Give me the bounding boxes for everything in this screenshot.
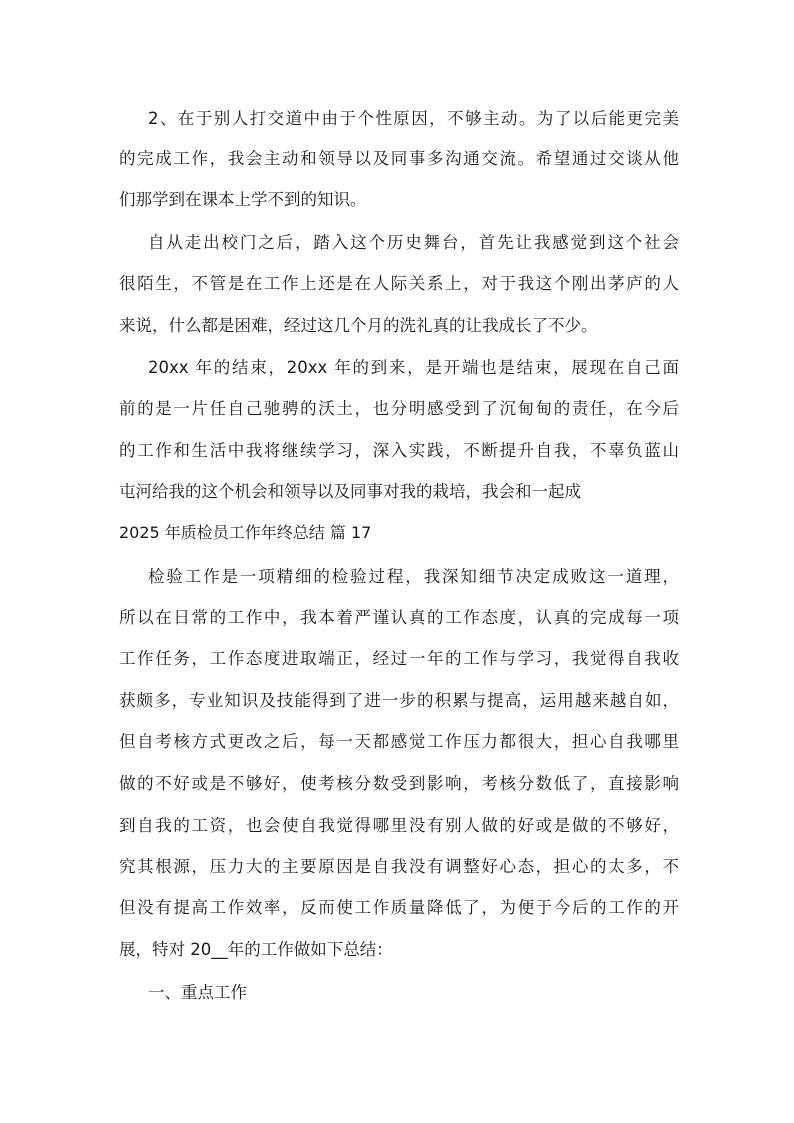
paragraph-line: 展，特对 20__年的工作做如下总结： [119, 940, 393, 959]
paragraph-line: 做的不好或是不够好，使考核分数受到影响，考核分数低了，直接影响 [119, 774, 679, 793]
paragraph-line: 的完成工作，我会主动和领导以及同事多沟通交流。希望通过交谈从他 [119, 149, 679, 168]
paragraph-line: 自从走出校门之后，踏入这个历史舞台，首先让我感觉到这个社会 [148, 233, 679, 252]
paragraph-line: 但自考核方式更改之后，每一天都感觉工作压力都很大，担心自我哪里 [119, 732, 679, 751]
paragraph-line: 屯河给我的这个机会和领导以及同事对我的栽培，我会和一起成 [119, 482, 581, 501]
paragraph-line: 们那学到在课本上学不到的知识。 [119, 190, 367, 209]
paragraph-line: 到自我的工资，也会使自我觉得哪里没有别人做的好或是做的不够好， [119, 816, 679, 835]
paragraph-line: 2、在于别人打交道中由于个性原因，不够主动。为了以后能更完美 [148, 109, 679, 128]
paragraph-line: 检验工作是一项精细的检验过程，我深知细节决定成败这一道理， [148, 567, 679, 586]
paragraph-line: 20xx 年的结束，20xx 年的到来，是开端也是结束，展现在自己面 [148, 358, 679, 377]
paragraph-line: 所以在日常的工作中，我本着严谨认真的工作态度，认真的完成每一项 [119, 608, 679, 627]
paragraph-line: 的工作和生活中我将继续学习，深入实践，不断提升自我，不辜负蓝山 [119, 441, 679, 460]
paragraph-line: 很陌生，不管是在工作上还是在人际关系上，对于我这个刚出茅庐的人 [119, 274, 679, 293]
paragraph-line: 究其根源，压力大的主要原因是自我没有调整好心态，担心的太多，不 [119, 857, 679, 876]
paragraph-line: 但没有提高工作效率，反而使工作质量降低了，为便于今后的工作的开 [119, 898, 679, 917]
paragraph-line: 获颇多，专业知识及技能得到了进一步的积累与提高，运用越来越自如， [119, 691, 679, 710]
paragraph-line: 工作任务，工作态度进取端正，经过一年的工作与学习，我觉得自我收 [119, 649, 679, 668]
subsection-heading: 一、重点工作 [148, 983, 247, 1002]
paragraph-line: 前的是一片任自己驰骋的沃土，也分明感受到了沉甸甸的责任，在今后 [119, 399, 679, 418]
section-heading: 2025 年质检员工作年终总结 篇 17 [119, 523, 372, 542]
paragraph-line: 来说，什么都是困难，经过这几个月的洗礼真的让我成长了不少。 [119, 316, 598, 335]
